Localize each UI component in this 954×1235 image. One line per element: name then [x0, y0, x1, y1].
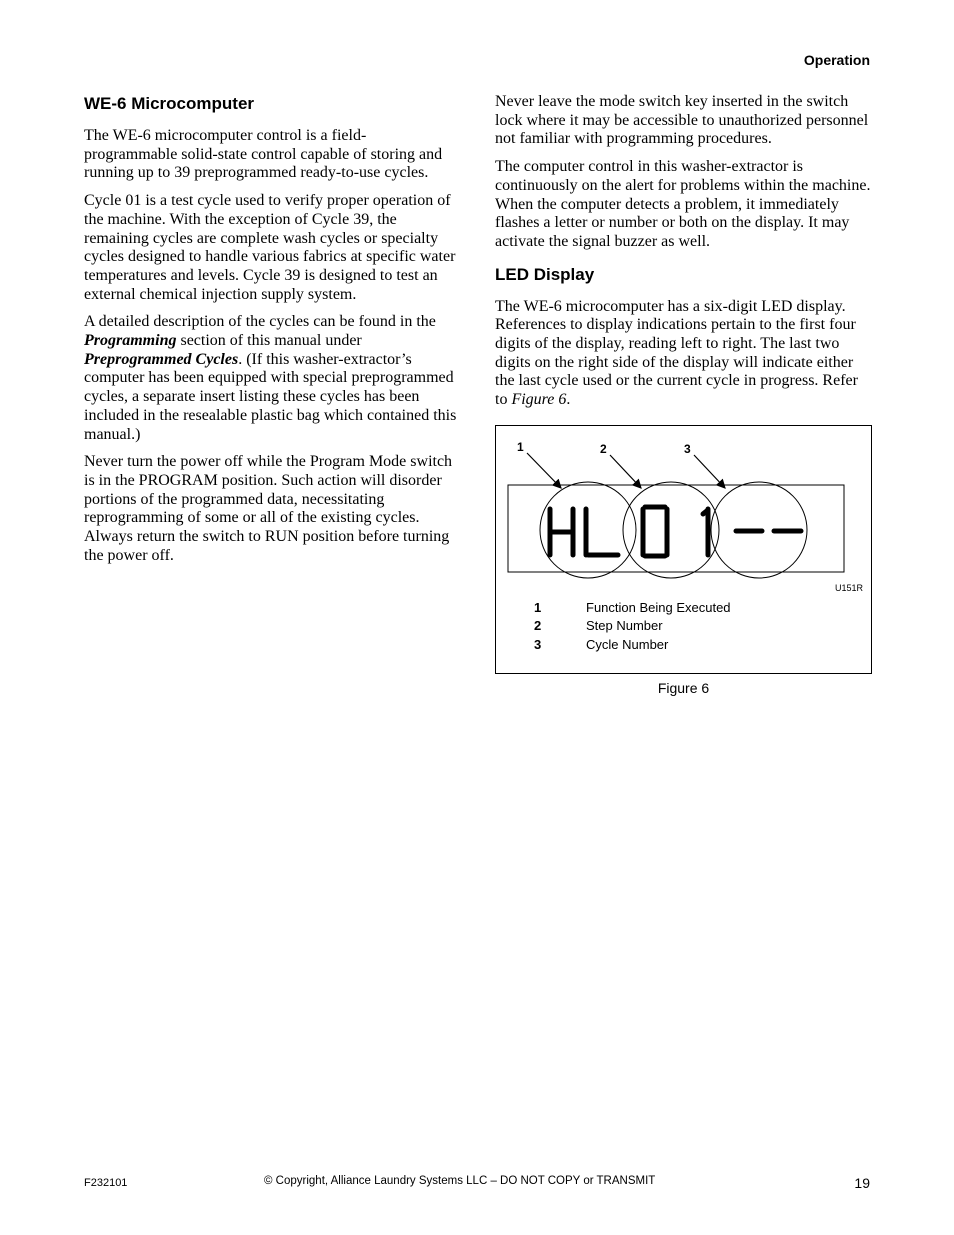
text-run: section of this manual under	[176, 332, 362, 350]
led-display-illustration	[496, 426, 871, 673]
text-run: . (If this washer-extractor’s computer has been equipped with special preprogrammed cycles, a separate insert listing these cycles has been included in the resealable plastic bag which contained this manual.)	[84, 350, 457, 443]
arrow-3	[694, 455, 725, 488]
legend-label: Cycle Number	[586, 637, 669, 652]
figure-caption: Figure 6	[657, 680, 710, 696]
figure-reference: Figure 6	[511, 391, 567, 409]
legend-row-2	[534, 618, 663, 633]
circle-step	[623, 482, 719, 578]
paragraph-problem-alert: The computer control in this washer-extractor is continuously on the alert for problems within the machine. When the computer detects a problem, it immediately flashes a letter or number or both on the display. It may activate the signal buzzer as well.	[495, 158, 871, 250]
paragraph-power-warning: Never turn the power off while the Program Mode switch is in the PROGRAM position. Such action will disorder portions of the programmed data, necessitating reprogramming of some or all of the existing cycles. Always return the switch to RUN position before turning the power off.	[84, 453, 453, 564]
section-header: Operation	[803, 52, 870, 68]
led-digits	[550, 507, 801, 556]
heading-microcomputer: WE-6 Microcomputer	[84, 94, 255, 113]
footer-copyright: © Copyright, Alliance Laundry Systems LLC – DO NOT COPY or TRANSMIT	[264, 1175, 656, 1187]
page-number: 19	[854, 1175, 870, 1191]
text-run: A detailed description of the cycles can be found in the	[84, 313, 436, 331]
figure-code: U151R	[834, 583, 863, 593]
paragraph-intro: The WE-6 microcomputer control is a field-programmable solid-state control capable of storing and running up to 39 preprogrammed ready-to-use cycles.	[84, 127, 443, 182]
text-run: .	[566, 391, 571, 409]
legend-num: 2	[534, 618, 542, 633]
arrow-2	[610, 455, 641, 488]
callout-3: 3	[684, 442, 691, 456]
paragraph-cycle-description	[84, 313, 458, 444]
left-column	[84, 93, 458, 574]
legend-num: 3	[534, 637, 542, 652]
arrow-1	[527, 453, 561, 488]
paragraph-cycle-01: Cycle 01 is a test cycle used to verify proper operation of the machine. With the exception of Cycle 39, the remaining cycles are complete wash cycles or specialty cycles designed to handle various fabrics at specific water temperatures and levels. Cycle 39 is designed to test an external chemical injection supply system.	[84, 192, 456, 303]
emphasis-programming: Programming	[84, 332, 177, 350]
figure-6	[495, 425, 872, 674]
legend-label: Step Number	[586, 618, 663, 633]
legend-num: 1	[534, 600, 542, 615]
callout-1: 1	[517, 440, 524, 454]
emphasis-preprogrammed-cycles: Preprogrammed Cycles	[84, 350, 239, 368]
text-run: The WE-6 microcomputer has a six-digit LED display. References to display indications pertain to the first four digits of the display, reading left to right. The last two digits on the right side of the display will indicate either the last cycle used or the current cycle in progress. Refer to	[495, 297, 858, 409]
heading-led-display: LED Display	[495, 264, 595, 284]
legend-row-1	[534, 600, 731, 615]
legend-row-3	[534, 637, 668, 652]
legend-label: Function Being Executed	[586, 600, 731, 615]
paragraph-key-warning: Never leave the mode switch key inserted in the switch lock where it may be accessible to unauthorized personnel not familiar with programming procedures.	[495, 93, 869, 148]
callout-2: 2	[600, 442, 607, 456]
right-column	[495, 93, 872, 419]
paragraph-led-display	[495, 298, 872, 410]
footer-doc-number: F232101	[84, 1177, 128, 1189]
